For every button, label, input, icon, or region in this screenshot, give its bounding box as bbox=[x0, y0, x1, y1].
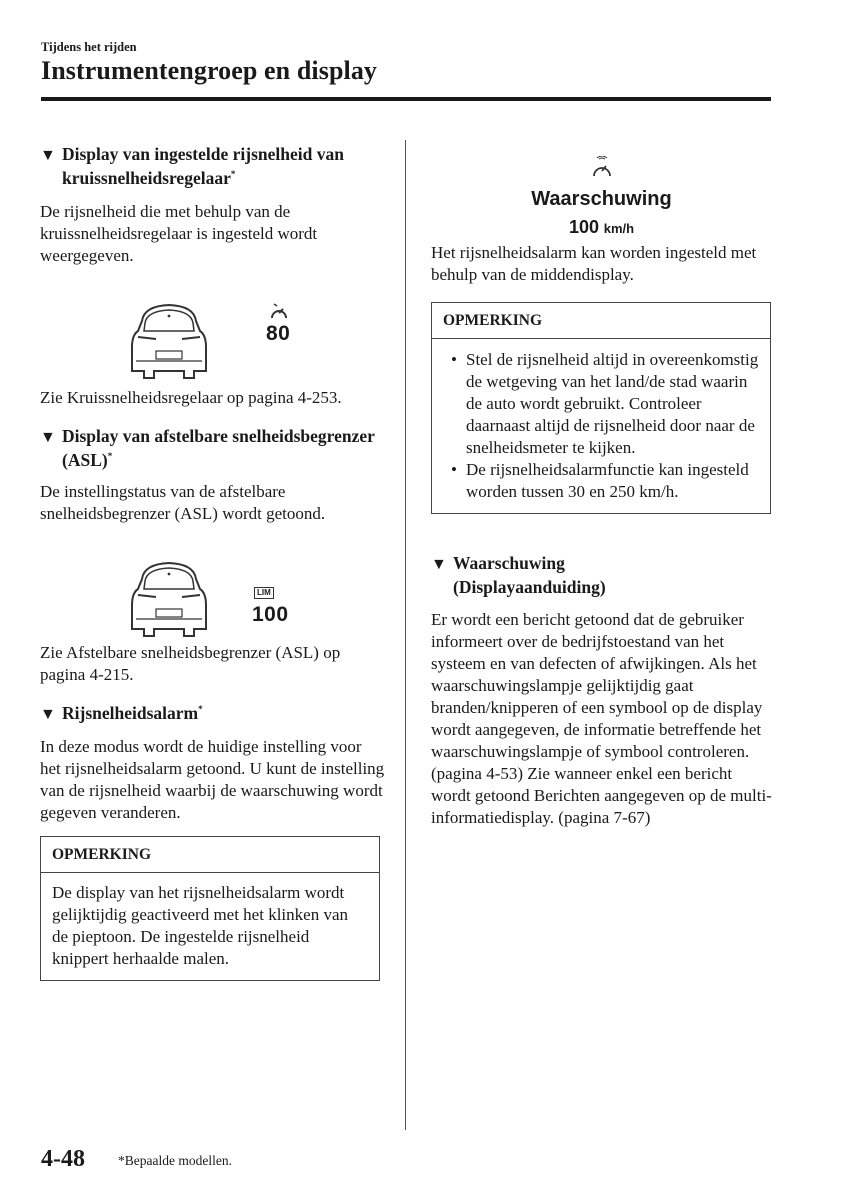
cruise-speed-value: 80 bbox=[266, 322, 291, 345]
page-number: 4-48 bbox=[41, 1146, 85, 1172]
car-rear-view-icon bbox=[128, 559, 210, 639]
heading-triangle-icon: ▼ bbox=[40, 429, 56, 446]
warning-label: Waarschuwing bbox=[531, 188, 672, 210]
heading-triangle-icon: ▼ bbox=[431, 556, 447, 573]
speed-alarm-text: In deze modus wordt de huidige instelling voor het rijsnelheidsalarm getoond. U kunt de instelling van de rijsnelheid waarbij de waarschuwing wordt gegeven veranderen. bbox=[40, 737, 385, 822]
asl-speed-value: 100 bbox=[252, 603, 289, 626]
heading-triangle-icon: ▼ bbox=[40, 706, 56, 723]
speedometer-icon bbox=[269, 303, 289, 321]
note-title: OPMERKING bbox=[432, 303, 770, 339]
left-column bbox=[40, 143, 385, 981]
note-title: OPMERKING bbox=[41, 837, 379, 873]
note-bullet: • Stel de rijsnelheid altijd in overeenkomstig de wetgeving van het land/de stad waarin de auto wordt gebruikt. Controleer daarnaast altijd de rijsnelheid door naar de snelheidsmeter te kijken. bbox=[451, 350, 759, 457]
footnote: *Bepaalde modellen. bbox=[118, 1153, 232, 1168]
alarm-intro-text: Het rijsnelheidsalarm kan worden ingesteld met behulp van de middendisplay. bbox=[431, 243, 757, 284]
lim-badge: LIM bbox=[254, 587, 274, 599]
cruise-display-figure bbox=[40, 267, 385, 387]
cruise-display-text: De rijsnelheid die met behulp van de kruissnelheidsregelaar is ingesteld wordt weergegeven. bbox=[40, 202, 318, 265]
alarm-speed-readout bbox=[431, 216, 772, 240]
heading-triangle-icon: ▼ bbox=[40, 147, 56, 164]
column-divider bbox=[405, 140, 406, 1130]
alarm-speed-value: 100 bbox=[568, 217, 599, 237]
asl-display-text: De instellingstatus van de afstelbare snelheidsbegrenzer (ASL) wordt getoond. bbox=[40, 482, 326, 523]
note-bullets bbox=[432, 339, 770, 513]
page-title: Instrumentengroep en display bbox=[41, 56, 378, 85]
heading-speed-alarm: ▼ Rijsnelheidsalarm* bbox=[40, 702, 385, 726]
heading-warning-display: ▼ Waarschuwing (Displayaanduiding) bbox=[431, 553, 606, 597]
note-text: De display van het rijsnelheidsalarm wordt gelijktijdig geactiveerd met het klinken van de pieptoon. De ingestelde rijsnelheid knippert herhaalde malen. bbox=[52, 883, 348, 968]
section-label: Tijdens het rijden bbox=[41, 40, 137, 54]
heading-cruise-display: ▼ Display van ingestelde rijsnelheid van kruissnelheidsregelaar* bbox=[40, 144, 344, 188]
asl-reference: Zie Afstelbare snelheidsbegrenzer (ASL) op pagina 4-215. bbox=[40, 643, 341, 684]
speed-alarm-icon bbox=[590, 156, 614, 180]
cruise-reference: Zie Kruissnelheidsregelaar op pagina 4-253. bbox=[40, 388, 342, 407]
warning-display-text: Er wordt een bericht getoond dat de gebruiker informeert over de bedrijfstoestand van het systeem en van defecten of afwijkingen. Als het waarschuwingslampje gelijktijdig gaat branden/knipperen of een symbool op de display wordt aangegeven, de informatie betreffende het waarschuwingslampje of symbool controleren. (pagina 4-53) Zie wanneer enkel een bericht wordt getoond Berichten aangegeven op de multi-informatiedisplay. (pagina 7-67) bbox=[431, 610, 772, 827]
alarm-display-figure bbox=[431, 150, 776, 242]
car-rear-view-icon bbox=[128, 301, 210, 381]
note-box-right bbox=[431, 302, 771, 514]
title-rule bbox=[41, 97, 771, 101]
asl-display-figure bbox=[40, 525, 385, 642]
note-box-left bbox=[40, 836, 380, 981]
heading-asl-display: ▼ Display van afstelbare snelheidsbegrenzer (ASL)* bbox=[40, 426, 375, 470]
note-bullet: • De rijsnelheidsalarmfunctie kan ingesteld worden tussen 30 en 250 km/h. bbox=[451, 460, 749, 501]
right-column bbox=[431, 150, 776, 829]
alarm-speed-unit: km/h bbox=[603, 221, 635, 236]
